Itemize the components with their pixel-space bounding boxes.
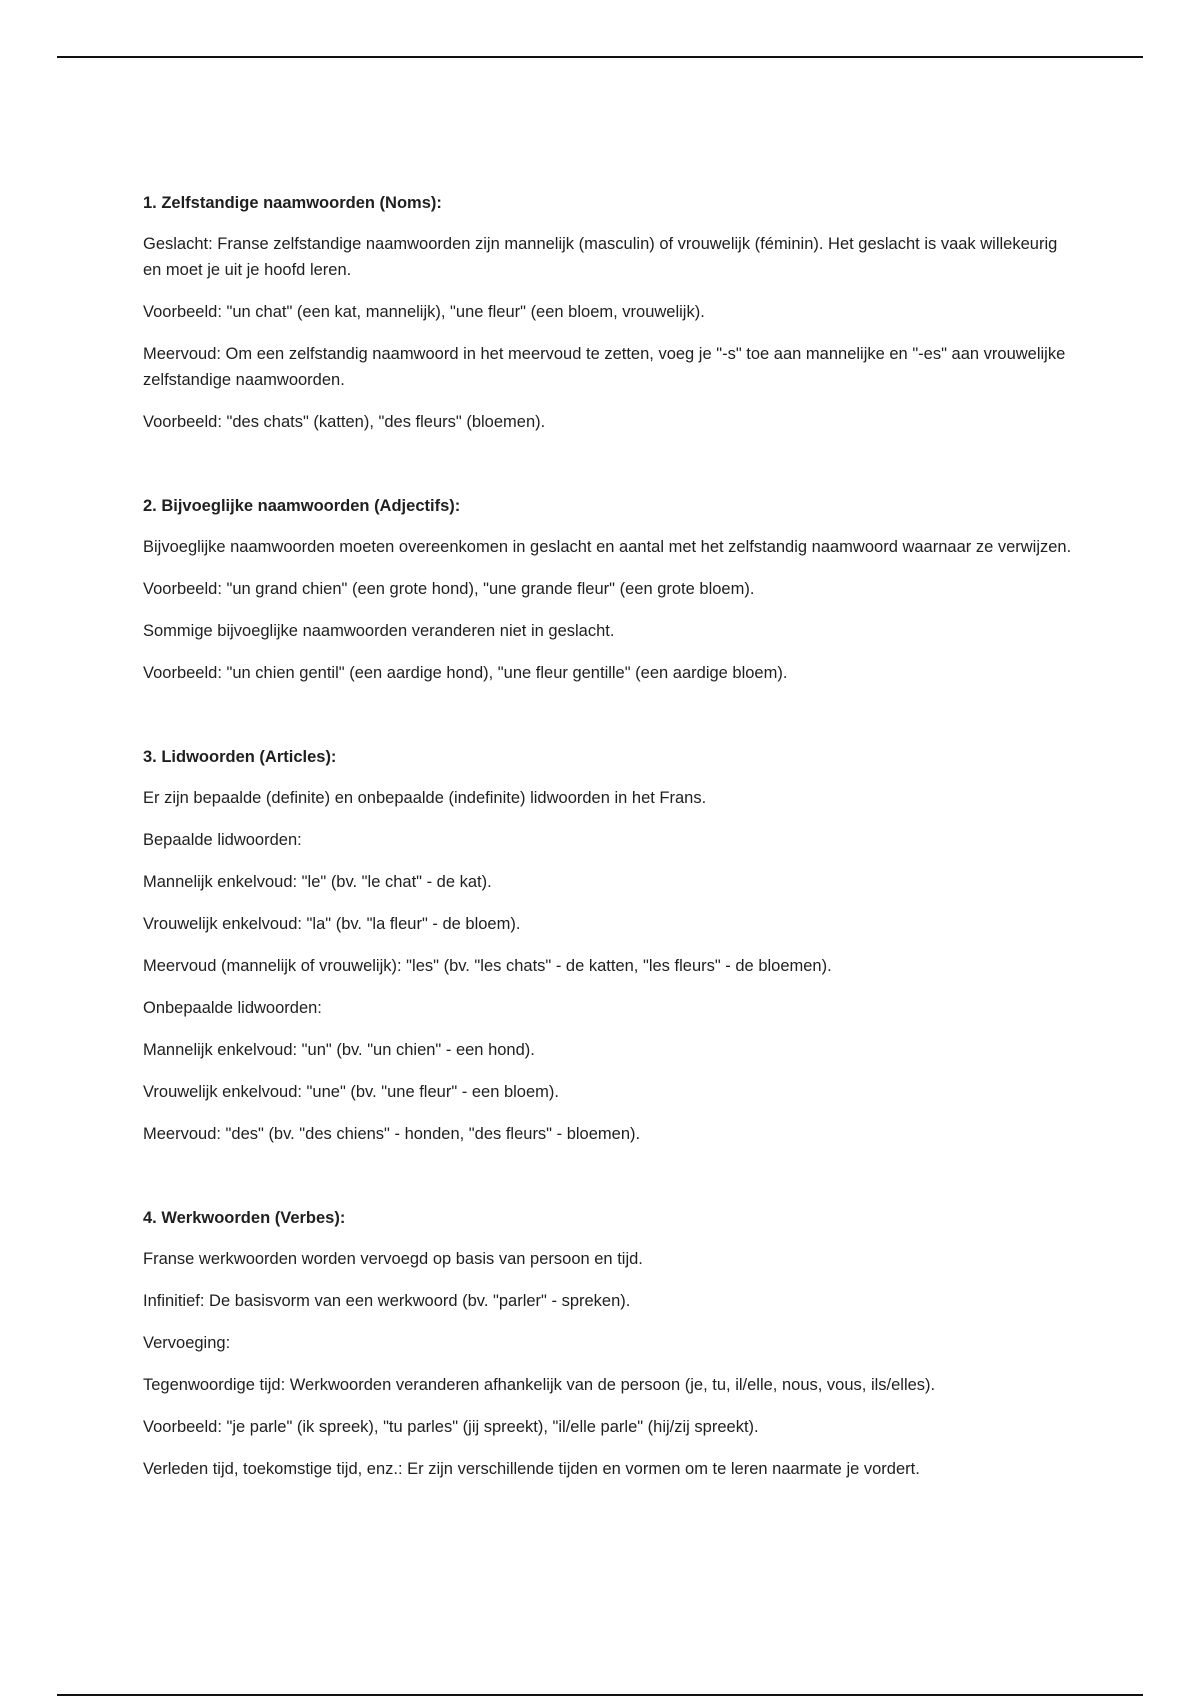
paragraph: Meervoud (mannelijk of vrouwelijk): "les" (bv. "les chats" - de katten, "les fleurs" - de bloemen).: [143, 957, 832, 975]
document-body: [143, 190, 1073, 1540]
paragraph: Verleden tijd, toekomstige tijd, enz.: Er zijn verschillende tijden en vormen om te leren naarmate je vordert.: [143, 1460, 920, 1478]
paragraph: Geslacht: Franse zelfstandige naamwoorden zijn mannelijk (masculin) of vrouwelijk (féminin). Het geslacht is vaak willekeurig en moet je uit je hoofd leren.: [143, 235, 1058, 279]
section-heading: 1. Zelfstandige naamwoorden (Noms):: [143, 194, 442, 212]
paragraph: Franse werkwoorden worden vervoegd op basis van persoon en tijd.: [143, 1250, 643, 1268]
paragraph: Voorbeeld: "je parle" (ik spreek), "tu parles" (jij spreekt), "il/elle parle" (hij/zij spreekt).: [143, 1418, 759, 1436]
section-articles: [143, 744, 1073, 1147]
paragraph: Voorbeeld: "un chat" (een kat, mannelijk), "une fleur" (een bloem, vrouwelijk).: [143, 303, 705, 321]
section-heading: 3. Lidwoorden (Articles):: [143, 748, 337, 766]
paragraph: Bepaalde lidwoorden:: [143, 831, 302, 849]
paragraph: Meervoud: "des" (bv. "des chiens" - honden, "des fleurs" - bloemen).: [143, 1125, 641, 1143]
footer-rule: [57, 1694, 1143, 1696]
paragraph: Mannelijk enkelvoud: "un" (bv. "un chien" - een hond).: [143, 1041, 535, 1059]
paragraph: Meervoud: Om een zelfstandig naamwoord in het meervoud te zetten, voeg je "-s" toe aan mannelijke en "-es" aan vrouwelijke zelfstandige naamwoorden.: [143, 345, 1066, 389]
section-nouns: [143, 190, 1073, 435]
paragraph: Tegenwoordige tijd: Werkwoorden veranderen afhankelijk van de persoon (je, tu, il/elle, nous, vous, ils/elles).: [143, 1376, 936, 1394]
paragraph: Onbepaalde lidwoorden:: [143, 999, 322, 1017]
paragraph: Voorbeeld: "un grand chien" (een grote hond), "une grande fleur" (een grote bloem).: [143, 580, 755, 598]
paragraph: Mannelijk enkelvoud: "le" (bv. "le chat" - de kat).: [143, 873, 492, 891]
paragraph: Bijvoeglijke naamwoorden moeten overeenkomen in geslacht en aantal met het zelfstandig naamwoord waarnaar ze verwijzen.: [143, 538, 1072, 556]
paragraph: Er zijn bepaalde (definite) en onbepaalde (indefinite) lidwoorden in het Frans.: [143, 789, 707, 807]
paragraph: Voorbeeld: "un chien gentil" (een aardige hond), "une fleur gentille" (een aardige bloem).: [143, 664, 788, 682]
section-verbs: [143, 1205, 1073, 1482]
section-heading: 2. Bijvoeglijke naamwoorden (Adjectifs):: [143, 497, 461, 515]
paragraph: Vervoeging:: [143, 1334, 231, 1352]
paragraph: Sommige bijvoeglijke naamwoorden veranderen niet in geslacht.: [143, 622, 615, 640]
paragraph: Infinitief: De basisvorm van een werkwoord (bv. "parler" - spreken).: [143, 1292, 631, 1310]
paragraph: Voorbeeld: "des chats" (katten), "des fleurs" (bloemen).: [143, 413, 546, 431]
section-adjectives: [143, 493, 1073, 686]
paragraph: Vrouwelijk enkelvoud: "la" (bv. "la fleur" - de bloem).: [143, 915, 521, 933]
header-rule: [57, 56, 1143, 58]
section-heading: 4. Werkwoorden (Verbes):: [143, 1209, 346, 1227]
paragraph: Vrouwelijk enkelvoud: "une" (bv. "une fleur" - een bloem).: [143, 1083, 559, 1101]
